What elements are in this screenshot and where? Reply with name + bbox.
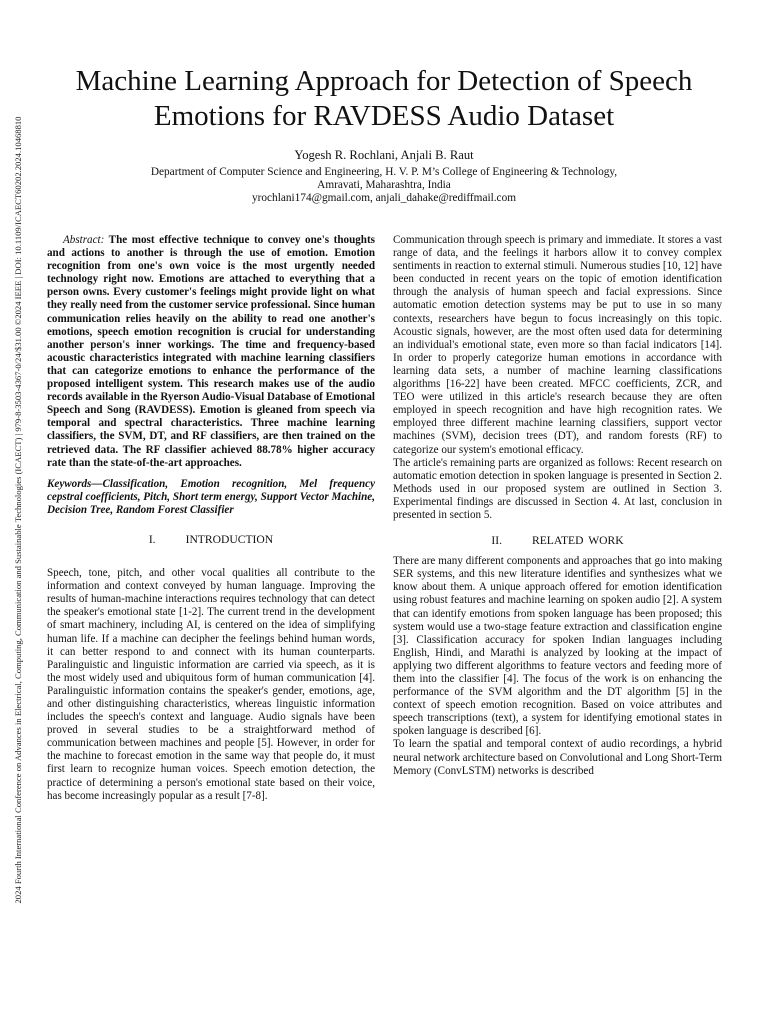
related-work-paragraph-2: To learn the spatial and temporal context of audio recordings, a hybrid neural network architecture based on Convolutional and Long Short-Term Memory (ConvLSTM) networks is described bbox=[393, 738, 722, 777]
organization-paragraph: The article's remaining parts are organized as follows: Recent research on automatic emotion detection in spoken language is presented in Section 2. Methods used in our proposed system are outlined in Section 3. Experimental findings are discussed in Section 4. At last, conclusion in presented in section 5. bbox=[393, 456, 722, 521]
paper-authors: Yogesh R. Rochlani, Anjali B. Raut bbox=[294, 148, 474, 162]
doi-banner-text: 2024 Fourth International Conference on Advances in Electrical, Computing, Communication and Sustainable Technologies (ICAECT) | 979-8-3503-4367-0/24/$31.00 ©2024 IEEE | DOI: 10.1109/ICAECT60202.2024.10468810 bbox=[13, 116, 23, 904]
copyright-sidebar bbox=[2, 60, 34, 960]
abstract-text: The most effective technique to convey one's thoughts and actions to another is through the use of emotion. Emotion recognition from one's own voice is the most urgently needed technology right now. Emotions are attached to everything that a person owns. Every customer's feelings might provide light on what they really need from the customer service professional. Since human communication relies heavily on the ability to read one another's emotions, speech emotion recognition is crucial for understanding another person's inner workings. The time and frequency-based acoustic characteristics integrated with machine learning classifiers that can categorize emotions to enhance the performance of the proposed intelligent system. This research makes use of the audio records available in the Ryerson Audio-Visual Database of Emotional Speech and Song (RAVDESS). Emotion is gleaned from speech via temporal and spectral characteristics. Three machine learning classifiers, the SVM, DT, and RF classifiers, are then trained on the retrieved data. The RF classifier achieved 88.78% higher accuracy rate than the state-of-the-art approaches. bbox=[47, 234, 375, 469]
section-title: INTRODUCTION bbox=[185, 532, 274, 546]
affiliation-line-2: Amravati, Maharashtra, India bbox=[317, 179, 451, 191]
section-number: II. bbox=[491, 534, 502, 548]
abstract bbox=[47, 234, 375, 470]
right-column bbox=[393, 234, 722, 778]
section-title: RELATED WORK bbox=[531, 534, 624, 548]
section-heading-introduction bbox=[47, 533, 375, 546]
introduction-paragraph: Speech, tone, pitch, and other vocal qualities all contribute to the information and context conveyed by human language. Improving the results of human-machine interactions requires technology that can detect the speaker's emotional state [1-2]. The current trend in the development of smart machinery, including AI, is centered on the idea of simplifying human life. If a machine can decipher the feelings behind human words, it can better respond to and connect with its human counterparts. Paralinguistic and linguistic information are carried via speech, as it is the most widely used and ubiquitous form of human communication [4]. Paralinguistic information contains the speaker's gender, emotions, age, and other distinguishing characteristics, whereas linguistic information includes the speech's context and language. Audio signals have been proved in several studies to be a straightforward method of communication between machines and people [5]. However, in order for the machine to forecast emotion in the same way that people do, it must first learn to recognize human voices. Speech emotion detection, the practice of determining a person's emotional state based on their voice, has become increasingly popular as a result [7-8]. bbox=[47, 567, 375, 802]
introduction-paragraph-continued: Communication through speech is primary and immediate. It stores a vast range of data, and the feelings it harbors allow it to convey complex sentiments in reaction to external stimuli. Numerous studies [10, 12] have been conducted in recent years on the topic of emotion identification through the analysis of human speech and facial expressions. Since automatic emotion detection systems may be put to use in so many contexts, researchers have begun to focus increasingly on this topic. Acoustic signals, however, are the most often used data for determining an individual's emotional state, even more so than facial indicators [14]. In order to properly categorize human emotions in accordance with learning data sets, a number of machine learning classifications algorithms [16-22] have been created. MFCC coefficients, ZCR, and TEO were utilized in this article's research because they are often employed in speech recognition and have high recognition rates. We employed three different machine learning classifiers, support vector machines (SVM), decision trees (DT), and random forests (RF) to categorize our system's emotional efficacy. bbox=[393, 234, 722, 456]
affiliation-line-1: Department of Computer Science and Engineering, H. V. P. M’s College of Engineering & Technology, bbox=[150, 166, 618, 178]
paper-title: Machine Learning Approach for Detection of Speech Emotions for RAVDESS Audio Dataset bbox=[75, 65, 693, 132]
keywords: Keywords—Classification, Emotion recognition, Mel frequency cepstral coefficients, Pitch, Short term energy, Support Vector Machine, Decision Tree, Random Forest Classifier bbox=[47, 477, 375, 516]
section-heading-related-work bbox=[393, 534, 722, 547]
author-emails: yrochlani174@gmail.com, anjali_dahake@rediffmail.com bbox=[251, 192, 517, 204]
related-work-paragraph: There are many different components and approaches that go into making SER systems, and this new literature identifies and synthesizes what we know about them. A unique approach offered for emotion identification using robust features and machine learning on spoken audio [2]. A system that can identify emotions from spoken language has been proposed; this system would use a two-stage feature extraction and classification engine [3]. Classification accuracy for spoken Indian languages including English, Hindi, and Marathi is analyzed by looking at the impact of applying two different algorithms to feature vectors and feeding more of them into the classifier [4]. The focus of the work is on enhancing the performance of the SVM algorithm and the DT algorithm [5] in the context of speech emotion recognition. Based on voice attributes and speech transcriptions (text), a system for identifying emotional states in spoken language is described [6]. bbox=[393, 555, 722, 738]
section-number: I. bbox=[148, 532, 156, 546]
abstract-label: Abstract: bbox=[63, 234, 105, 246]
left-column bbox=[47, 234, 375, 803]
